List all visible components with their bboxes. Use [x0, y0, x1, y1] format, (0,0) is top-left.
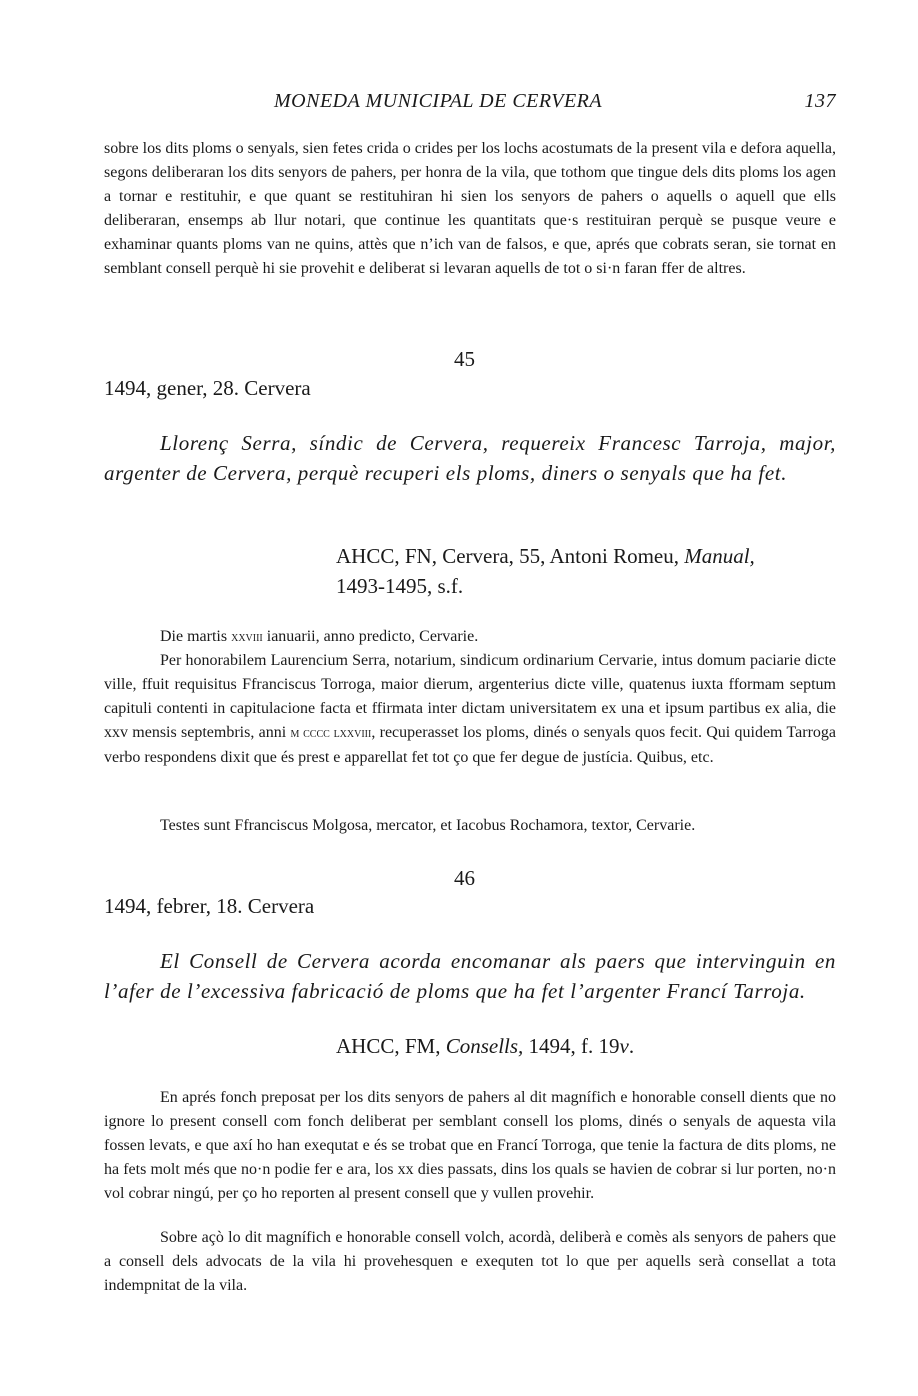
- doc45-p2-b: , recuperasset los ploms, dinés o senyals quos fecit. Qui quidem Tarroga verbo respondens dixit que és prest e apparellat fet tot ço que fer degue de justícia. Quibus, etc.: [104, 724, 837, 766]
- doc45-p2-a: Per honorabilem Laurencium Serra, notarium, sindicum ordinarium Cervarie, intus domum paciarie dicte ville, ffuit requisitus Ffranciscus Torroga, maior dierum, argenterius dicte ville, quatenus iuxta fformam septum capituli contenti in capitulacione facta et ffirmata inter dictam universitatem ex una et ipsum partibus ex alia, die xxv mensis septembris, anni: [104, 652, 836, 741]
- doc45-p2-sc: m cccc lxxviii: [290, 726, 372, 741]
- doc45-regest: Llorenç Serra, síndic de Cervera, requereix Francesc Tarroja, major, argenter de Cervera, perquè recuperi els ploms, diners o senyals que ha fet.: [104, 431, 836, 485]
- running-title: MONEDA MUNICIPAL DE CERVERA: [274, 90, 603, 112]
- doc46-paragraph-2: Sobre açò lo dit magnífich e honorable consell volch, acordà, deliberà e comès als senyors de pahers que a consell dels advocats de la vila hi provehesquen e exequten tot lo que per aquells serà consellat a tota indempnitat de la vila.: [104, 1229, 836, 1294]
- opening-paragraph: sobre los dits ploms o senyals, sien fetes crida o crides per los lochs acostumats de la present vila e defora aquella, segons deliberaran los dits senyors de pahers, per honra de la vila, que tothom que tingue dels dits ploms los agen a tornar e restituhir, e que quant se restituhiran hi sien los senyors de pahers o aquells o aquell que ells deliberaran, ensemps ab llur notari, que continue les quantitats que·s restituiran perquè se pusque veure e exhaminar quants ploms van ne quins, attès que n’ich van de falsos, e que, aprés que cobrats seran, sie tornat en semblant consell perquè hi sie provehit e deliberat si levaran aquells de tot o si·n faran ffer de altres.: [104, 140, 836, 277]
- doc46-source-mid: 1494, f. 19: [523, 1034, 620, 1058]
- doc45-p1-sc: xxviii: [231, 630, 263, 645]
- page-number: 137: [804, 90, 836, 112]
- doc45-p1-b: ianuarii, anno predicto, Cervarie.: [262, 628, 479, 645]
- doc46-paragraph-1: En aprés fonch preposat per los dits senyors de pahers al dit magnífich e honorable consell dients que no ignore lo present consell com fonch deliberat per semblant consell los ploms, dinés o senyals de aquesta vila fossen levats, e que axí ho han exequtat e és se trobat que en Francí Torroga, que tenie la factura de dits ploms, ne ha fets molt més que no·n podie fer e ara, los xx dies passats, dins los quals se havien de cobrar si lur porten, no·n vol cobrar ningú, per ço ho reporten al present consell que y vullen provehir.: [104, 1089, 836, 1202]
- doc46-source-end: .: [628, 1034, 635, 1058]
- running-header: [104, 90, 836, 118]
- doc45-source-italic: Manual,: [684, 544, 755, 568]
- doc45-date: 1494, gener, 28. Cervera: [104, 376, 311, 400]
- doc45-paragraph-2: [104, 649, 836, 770]
- doc45-source-prefix: AHCC, FN, Cervera, 55, Antoni Romeu,: [336, 544, 685, 568]
- doc46-source-italic: Consells,: [445, 1034, 524, 1058]
- doc46-source-prefix: AHCC, FM,: [336, 1034, 446, 1058]
- doc46-source-v: v: [619, 1034, 629, 1058]
- doc45-source: [336, 541, 755, 601]
- doc45-paragraph-1: [104, 625, 836, 650]
- doc45-number: 45: [454, 347, 475, 371]
- doc45-p1-a: Die martis: [160, 628, 232, 645]
- doc46-date: 1494, febrer, 18. Cervera: [104, 894, 315, 918]
- doc46-source: [336, 1031, 634, 1061]
- doc46-regest: El Consell de Cervera acorda encomanar als paers que intervinguin en l’afer de l’excessiva fabricació de ploms que ha fet l’argenter Francí Tarroja.: [104, 949, 836, 1003]
- doc45-source-suffix: 1493-1495, s.f.: [336, 574, 464, 598]
- doc46-number: 46: [454, 866, 475, 890]
- doc45-paragraph-3: Testes sunt Ffranciscus Molgosa, mercator, et Iacobus Rochamora, textor, Cervarie.: [160, 817, 696, 834]
